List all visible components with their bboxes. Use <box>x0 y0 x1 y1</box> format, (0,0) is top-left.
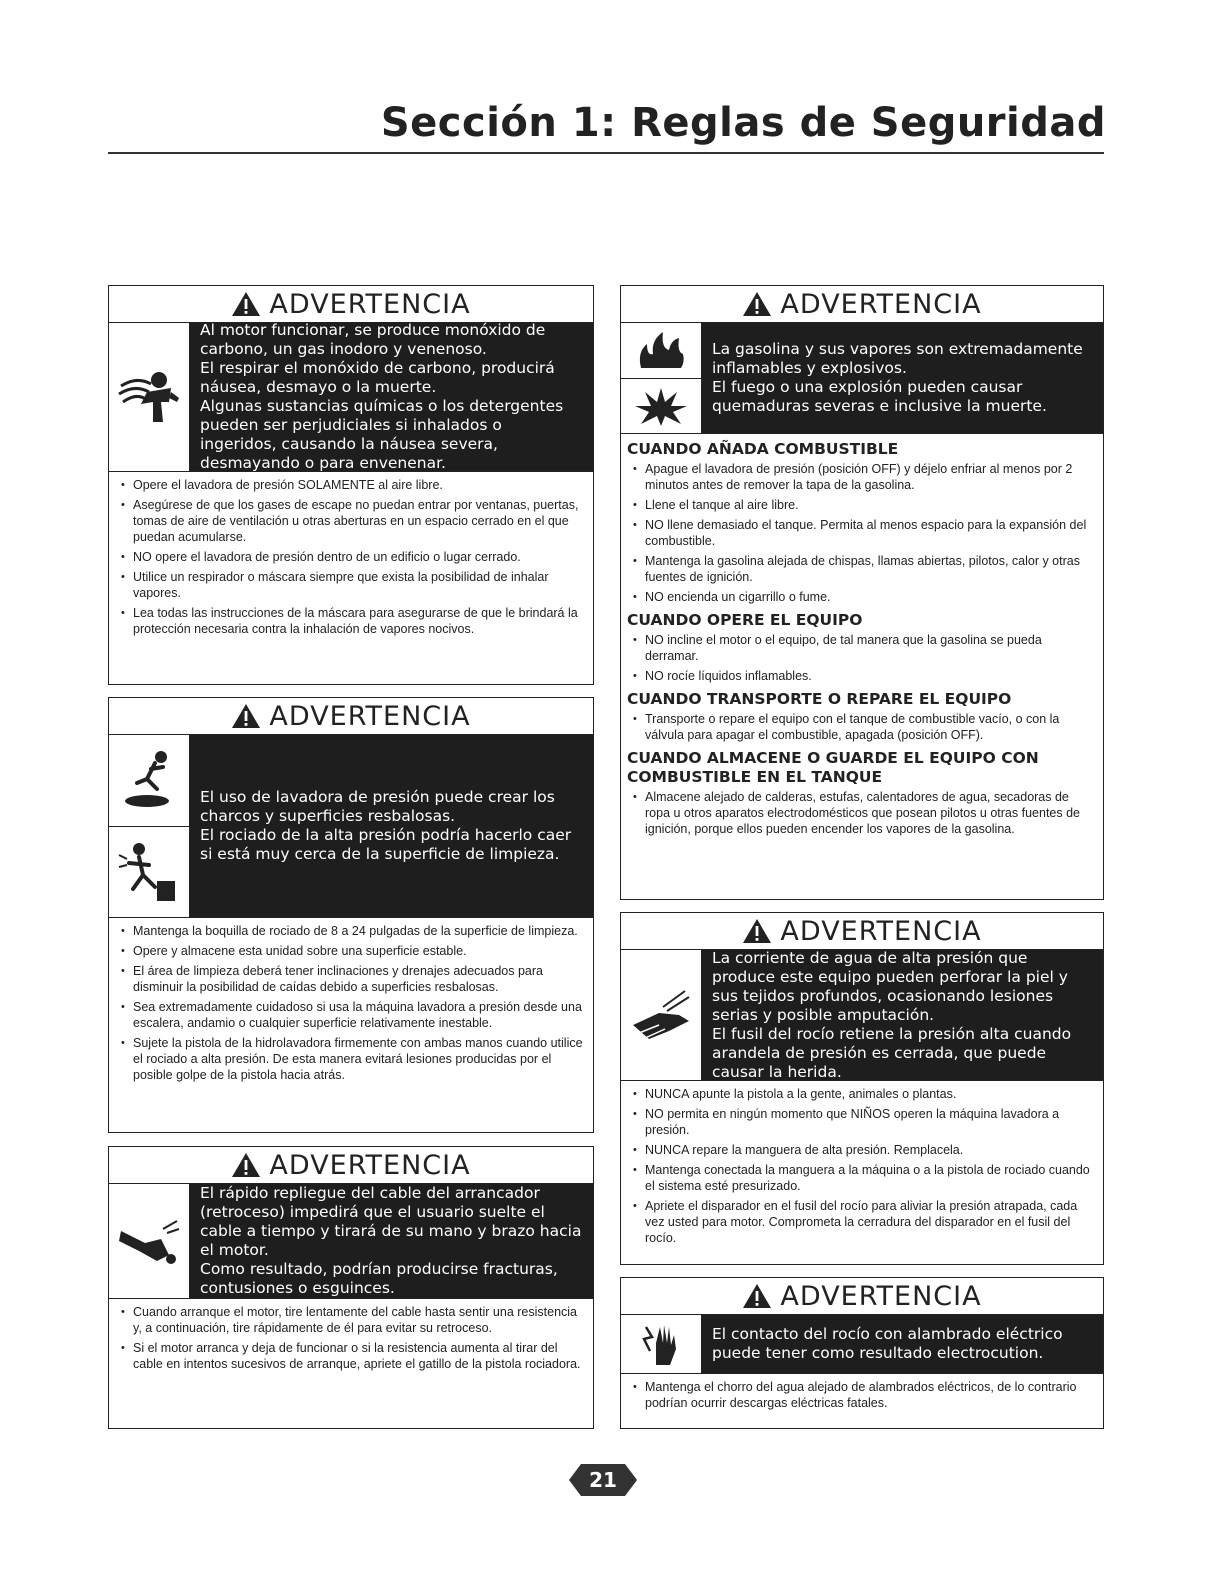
section-title: CUANDO AÑADA COMBUSTIBLE <box>627 440 899 458</box>
safety-instructions <box>109 1299 593 1380</box>
warning-recoil <box>108 1146 594 1429</box>
warning-triangle-icon <box>231 291 261 317</box>
list-item: • NO opere el lavadora de presión dentro de un edificio o lugar cerrado. <box>123 549 583 565</box>
warning-heading: ADVERTENCIA <box>780 915 982 947</box>
warning-heading: ADVERTENCIA <box>780 288 982 320</box>
warning-triangle-icon <box>742 1283 772 1309</box>
warning-header <box>621 286 1103 322</box>
list-item: • Apriete el disparador en el fusil del rocío para aliviar la presión atrapada, cada vez usted para motor. Comprometa la cerradura del disparador en el fusil del rocío. <box>635 1198 1093 1246</box>
warning-triangle-icon <box>742 291 772 317</box>
list-item: • Mantenga conectada la manguera a la máquina o a la pistola de rociado cuando el sistema esté presurizado. <box>635 1162 1093 1194</box>
list-item: • Opere y almacene esta unidad sobre una superficie estable. <box>123 943 583 959</box>
warning-triangle-icon <box>231 1152 261 1178</box>
warning-heading: ADVERTENCIA <box>269 288 471 320</box>
hazard-icons <box>621 1315 702 1373</box>
warning-electrocution <box>620 1277 1104 1429</box>
list-item: • Asegúrese de que los gases de escape no puedan entrar por ventanas, puertas, tomas de aire de ventilación u otras aberturas en un espacio cerrado en el que puedan acumularse. <box>123 497 583 545</box>
section-add-fuel <box>621 440 1103 605</box>
warning-heading: ADVERTENCIA <box>780 1280 982 1312</box>
fire-icon <box>621 323 701 379</box>
hazard-icons <box>109 323 190 471</box>
list-item: • Si el motor arranca y deja de funcionar o si la resistencia aumenta al tirar del cable en intentos sucesivos de arranque, apriete el gatillo de la pistola rociadora. <box>123 1340 583 1372</box>
list-item: • Sujete la pistola de la hidrolavadora firmemente con ambas manos cuando utilice el rociado a alta presión. De esta manera evitará lesiones producidas por el posible golpe de la pistola hacia atrás. <box>123 1035 583 1083</box>
list-item: • Sea extremadamente cuidadoso si usa la máquina lavadora a presión desde una escalera, andamio o cualquier superficie relativamente inestable. <box>123 999 583 1031</box>
list-item: • Lea todas las instrucciones de la máscara para asegurarse de que le brindará la protección necesaria contra la inhalación de vapores nocivos. <box>123 605 583 637</box>
list-item: • Cuando arranque el motor, tire lentamente del cable hasta sentir una resistencia y, a continuación, tire rápidamente de él para evitar su retroceso. <box>123 1304 583 1336</box>
slip-fall-icon <box>109 735 189 827</box>
hazard-icons <box>621 950 702 1080</box>
warning-header <box>109 1147 593 1183</box>
list-item: • Mantenga el chorro del agua alejado de alambrados eléctricos, de lo contrario podrían ocurrir descargas eléctricas fatales. <box>635 1379 1093 1411</box>
list-item: • NUNCA repare la manguera de alta presión. Remplacela. <box>635 1142 1093 1158</box>
safety-instructions <box>621 1081 1103 1254</box>
section-store <box>621 749 1103 837</box>
spray-fall-icon <box>109 827 189 918</box>
starter-recoil-icon <box>109 1184 189 1298</box>
list-item: • NO encienda un cigarrillo o fume. <box>635 589 1093 605</box>
section-transport <box>621 690 1103 743</box>
hazard-message: El uso de lavadora de presión puede crear los charcos y superficies resbalosas. El rociado de la alta presión podría hacerlo caer si está muy cerca de la superficie de limpieza. <box>190 735 593 917</box>
warning-heading: ADVERTENCIA <box>269 700 471 732</box>
warning-high-pressure <box>620 912 1104 1265</box>
warning-header <box>621 913 1103 949</box>
list-item: • NO rocíe líquidos inflamables. <box>635 668 1093 684</box>
page-number-badge <box>569 1462 637 1498</box>
list-item: • Utilice un respirador o máscara siempre que exista la posibilidad de inhalar vapores. <box>123 569 583 601</box>
list-item: • Llene el tanque al aire libre. <box>635 497 1093 513</box>
warning-gasoline <box>620 285 1104 900</box>
warning-header <box>109 286 593 322</box>
skin-injection-icon <box>621 950 701 1080</box>
list-item: • El área de limpieza deberá tener inclinaciones y drenajes adecuados para disminuir la posibilidad de caídas debido a superficies resbalosas. <box>123 963 583 995</box>
toxic-fumes-person-icon <box>109 323 189 471</box>
list-item: • Almacene alejado de calderas, estufas, calentadores de agua, secadoras de ropa u otros aparatos electrodomésticos que posean pilotos u otras fuentes de ignición, porque ellos pueden encender los vapores de la gasolina. <box>635 789 1093 837</box>
section-title: CUANDO OPERE EL EQUIPO <box>627 611 863 629</box>
list-item: • Mantenga la boquilla de rociado de 8 a 24 pulgadas de la superficie de limpieza. <box>123 923 583 939</box>
safety-instructions <box>621 1374 1103 1419</box>
safety-instructions <box>109 472 593 645</box>
list-item: • NUNCA apunte la pistola a la gente, animales o plantas. <box>635 1086 1093 1102</box>
safety-instructions <box>109 918 593 1091</box>
list-item: • Apague el lavadora de presión (posición OFF) y déjelo enfriar al menos por 2 minutos antes de remover la tapa de la gasolina. <box>635 461 1093 493</box>
list-item: • NO incline el motor o el equipo, de tal manera que la gasolina se pueda derramar. <box>635 632 1093 664</box>
section-title: CUANDO TRANSPORTE O REPARE EL EQUIPO <box>627 690 1012 708</box>
hazard-message: La corriente de agua de alta presión que produce este equipo pueden perforar la piel y sus tejidos profundos, ocasionando lesiones serias y posible amputación. El fusil del rocío retiene la presión alta cuando arandela de presión es cerrada, que puede causar la herida. <box>702 950 1103 1080</box>
hazard-message: La gasolina y sus vapores son extremadamente inflamables y explosivos. El fuego o una explosión pueden causar quemaduras severas e inclusive la muerte. <box>702 323 1103 433</box>
list-item: • NO llene demasiado el tanque. Permita al menos espacio para la expansión del combustible. <box>635 517 1093 549</box>
list-item: • NO permita en ningún momento que NIÑOS operen la máquina lavadora a presión. <box>635 1106 1093 1138</box>
list-item: • Transporte o repare el equipo con el tanque de combustible vacío, o con la válvula para apagar el combustible, apagada (posición OFF). <box>635 711 1093 743</box>
list-item: • Opere el lavadora de presión SOLAMENTE al aire libre. <box>123 477 583 493</box>
section-operate <box>621 611 1103 684</box>
warning-triangle-icon <box>742 918 772 944</box>
warning-heading: ADVERTENCIA <box>269 1149 471 1181</box>
page-title: Sección 1: Reglas de Seguridad <box>380 100 1106 146</box>
hazard-message: El contacto del rocío con alambrado eléctrico puede tener como resultado electrocution. <box>702 1315 1103 1373</box>
warning-header <box>621 1278 1103 1314</box>
section-title: CUANDO ALMACENE O GUARDE EL EQUIPO CON COMBUSTIBLE EN EL TANQUE <box>627 749 1039 786</box>
page-number: 21 <box>589 1468 617 1492</box>
warning-header <box>109 698 593 734</box>
explosion-icon <box>621 379 701 434</box>
warning-slippery-surfaces <box>108 697 594 1133</box>
page-number-shape <box>569 1462 637 1498</box>
hazard-icons <box>109 1184 190 1298</box>
warning-triangle-icon <box>231 703 261 729</box>
hazard-message: Al motor funcionar, se produce monóxido de carbono, un gas inodoro y venenoso. El respirar el monóxido de carbono, producirá náusea, desmayo o la muerte. Algunas sustancias químicas o los detergentes pueden ser perjudiciales si inhalados o ingeridos, causando la náusea severa, desmayando o para envenenar. <box>190 323 593 471</box>
electric-shock-hand-icon <box>621 1315 701 1373</box>
warning-carbon-monoxide <box>108 285 594 685</box>
hazard-icons <box>109 735 190 917</box>
list-item: • Mantenga la gasolina alejada de chispas, llamas abiertas, pilotos, calor y otras fuentes de ignición. <box>635 553 1093 585</box>
title-divider <box>108 152 1104 154</box>
hazard-message: El rápido repliegue del cable del arrancador (retroceso) impedirá que el usuario suelte el cable a tiempo y tirará de su mano y brazo hacia el motor. Como resultado, podrían producirse fracturas, contusiones o esguinces. <box>190 1184 593 1298</box>
hazard-icons <box>621 323 702 433</box>
